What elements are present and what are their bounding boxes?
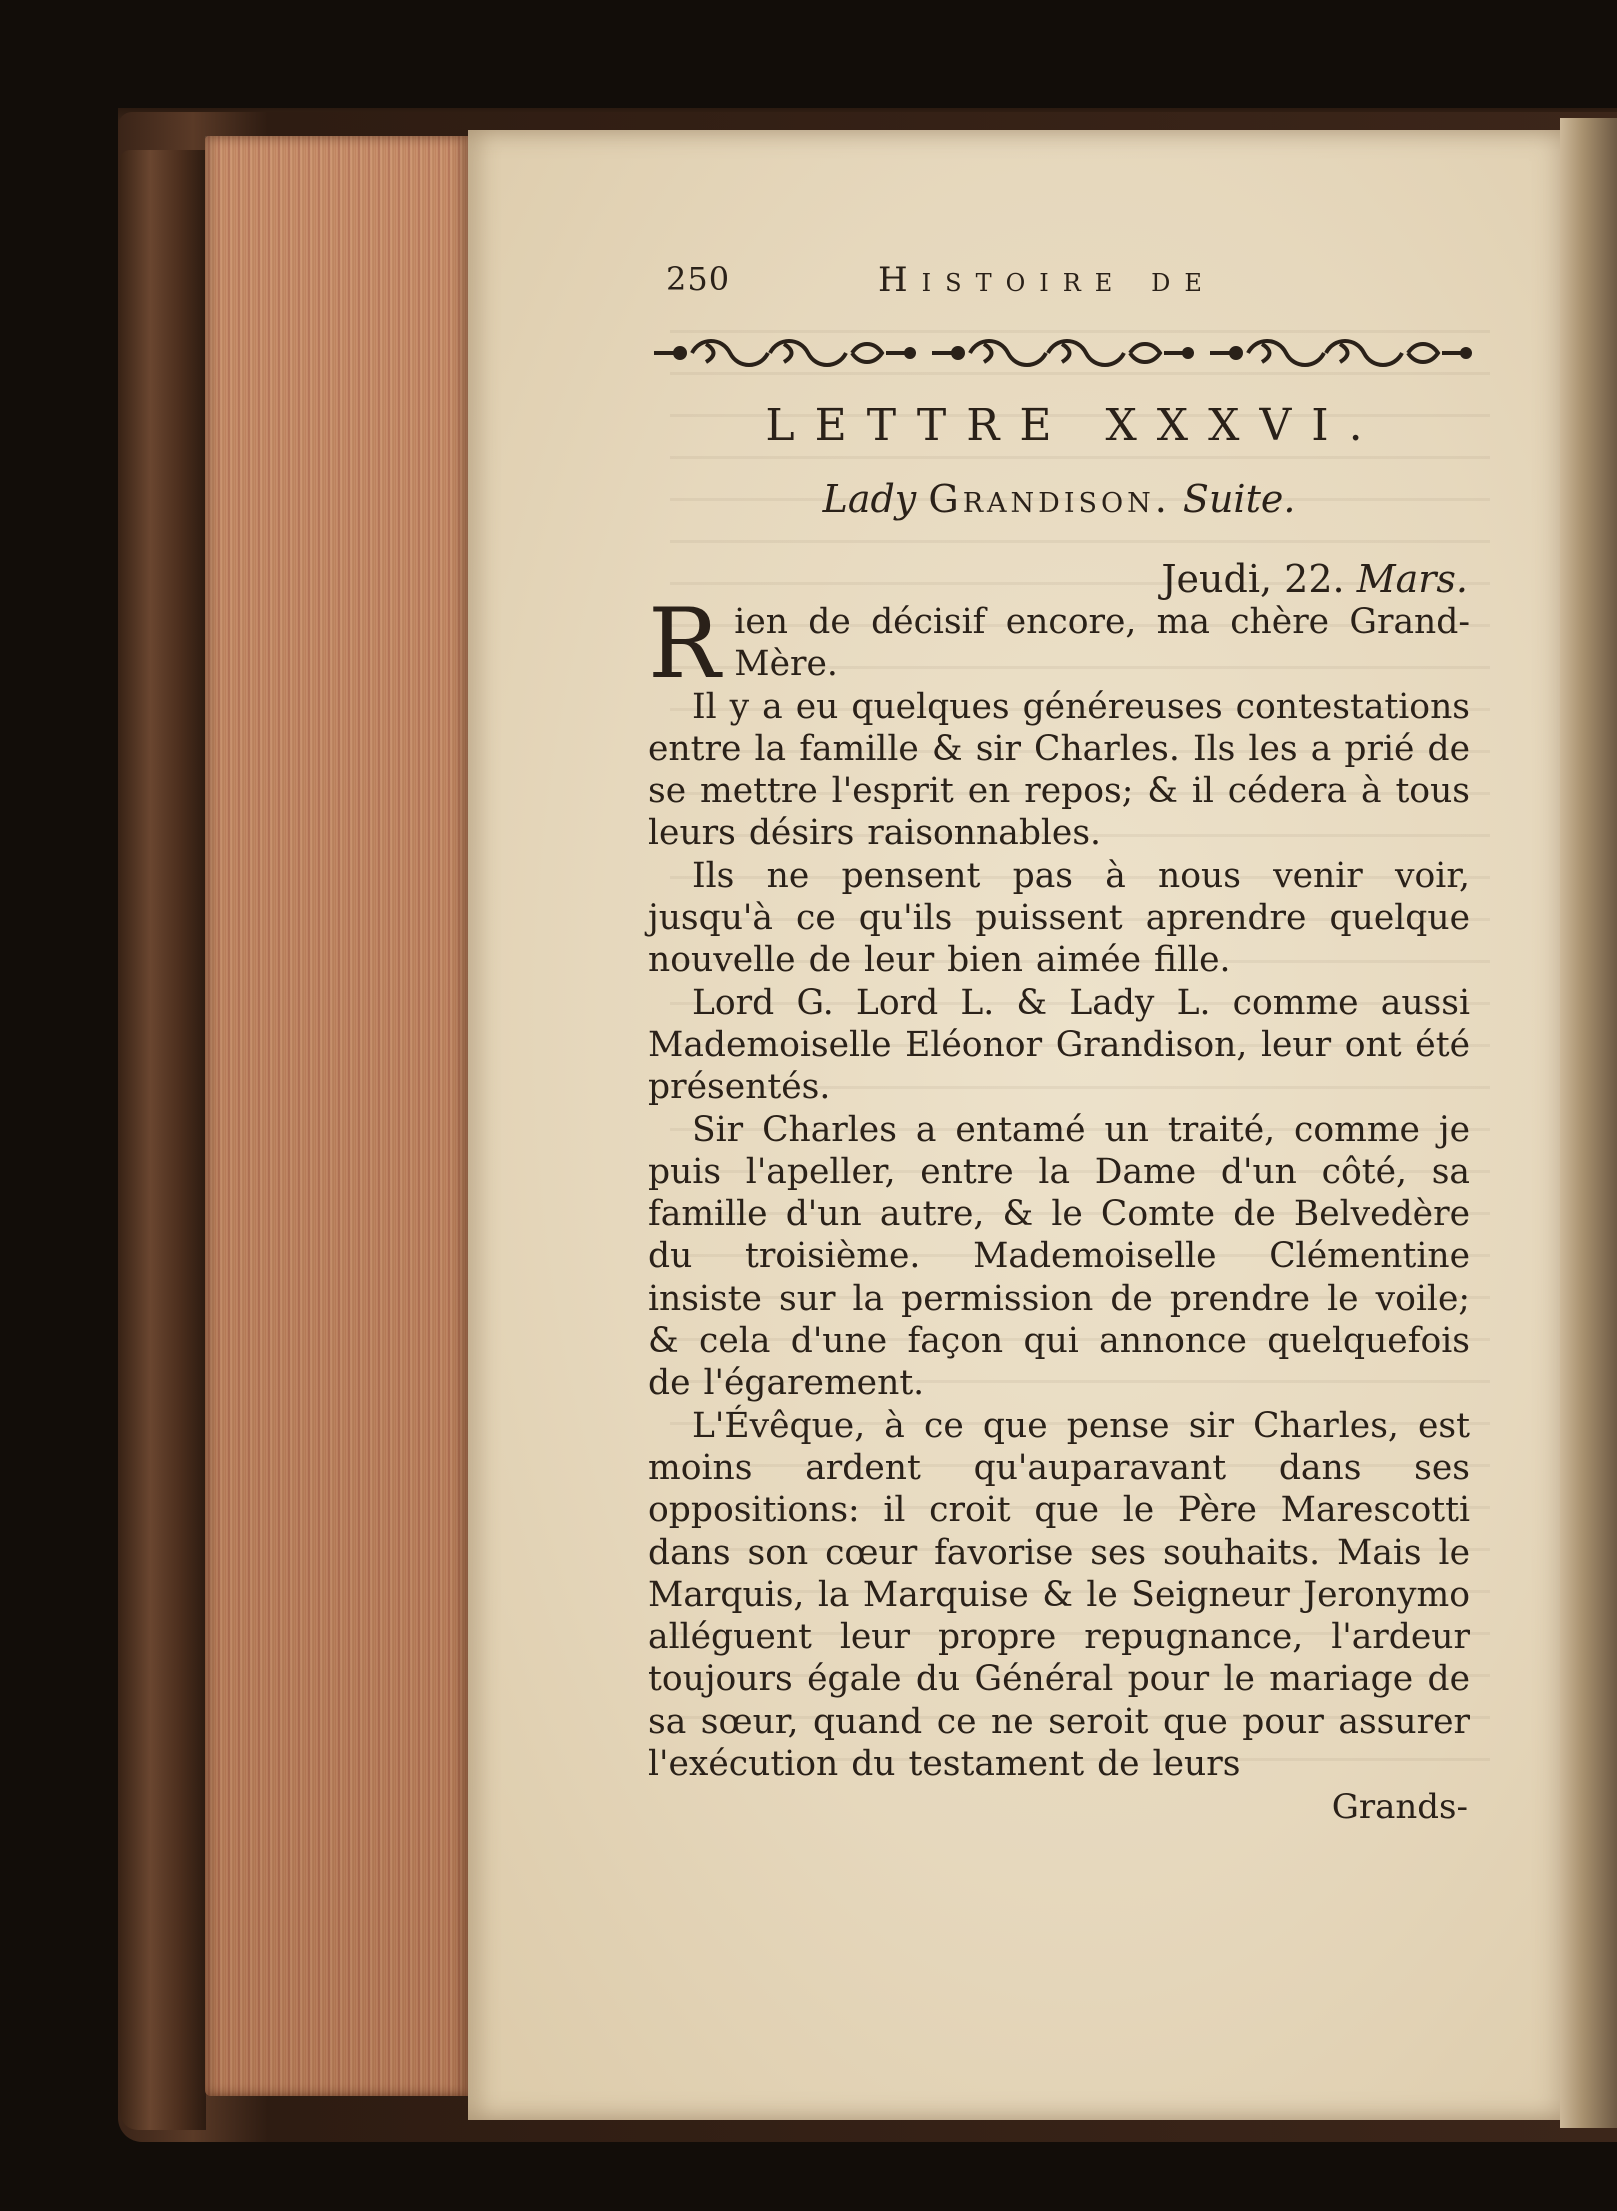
text-column — [648, 258, 1470, 1827]
recipient-suite: Suite. — [1182, 477, 1296, 521]
ornament-rule — [648, 332, 1474, 374]
letter-body — [648, 588, 1470, 1785]
recipient-line — [648, 477, 1470, 521]
worn-binding — [120, 150, 206, 2130]
drop-cap: R — [648, 588, 721, 700]
paragraph: Il y a eu quelques généreuses contestations entre la famille & sir Charles. Ils les a prié de se mettre l'esprit en repos; & il cédera à tous leurs désirs raisonnables. — [648, 686, 1470, 854]
running-title: Histoire de — [878, 260, 1216, 300]
date-day: Jeudi, 22. — [1161, 557, 1345, 601]
opening-text: ien de décisif encore, ma chère Grand-Mère. — [734, 602, 1470, 685]
facing-page-gutter — [1560, 118, 1617, 2128]
page-number: 250 — [666, 260, 731, 298]
running-head — [648, 258, 1470, 308]
date-month: Mars. — [1356, 557, 1468, 601]
paragraph: Sir Charles a entamé un traité, comme je puis l'apeller, entre la Dame d'un côté, sa famille d'un autre, & le Comte de Belvedère du troisième. Mademoiselle Clémentine insiste sur la permission de prendre le voile; & cela d'une façon qui annonce quelquefois de l'égarement. — [648, 1109, 1470, 1404]
opening-paragraph — [648, 588, 1470, 700]
ornament-center — [926, 332, 1196, 374]
page-fore-edge — [205, 136, 470, 2096]
ornament-left — [648, 332, 918, 374]
paragraph: Ils ne pensent pas à nous venir voir, jusqu'à ce qu'ils puissent aprendre quelque nouvelle de leur bien aimée fille. — [648, 855, 1470, 981]
dateline — [648, 557, 1470, 601]
catchword: Grands- — [1331, 1787, 1468, 1828]
paragraph: L'Évêque, à ce que pense sir Charles, est moins ardent qu'auparavant dans ses oppositions: il croit que le Père Marescotti dans son cœur favorise ses souhaits. Mais le Marquis, la Marquise & le Seigneur Jeronymo alléguent leur propre repugnance, l'ardeur toujours égale du Général pour le mariage de sa sœur, quand ce ne seroit que pour assurer l'exécution du testament de leurs — [648, 1405, 1470, 1785]
ornament-right — [1204, 332, 1474, 374]
paragraph: Lord G. Lord L. & Lady L. comme aussi Mademoiselle Eléonor Grandison, leur ont été présentés. — [648, 982, 1470, 1108]
recipient-title: Lady — [822, 477, 917, 521]
letter-heading: LETTRE XXXVI. — [765, 400, 1383, 451]
recipient-name: Grandison. — [928, 477, 1171, 521]
